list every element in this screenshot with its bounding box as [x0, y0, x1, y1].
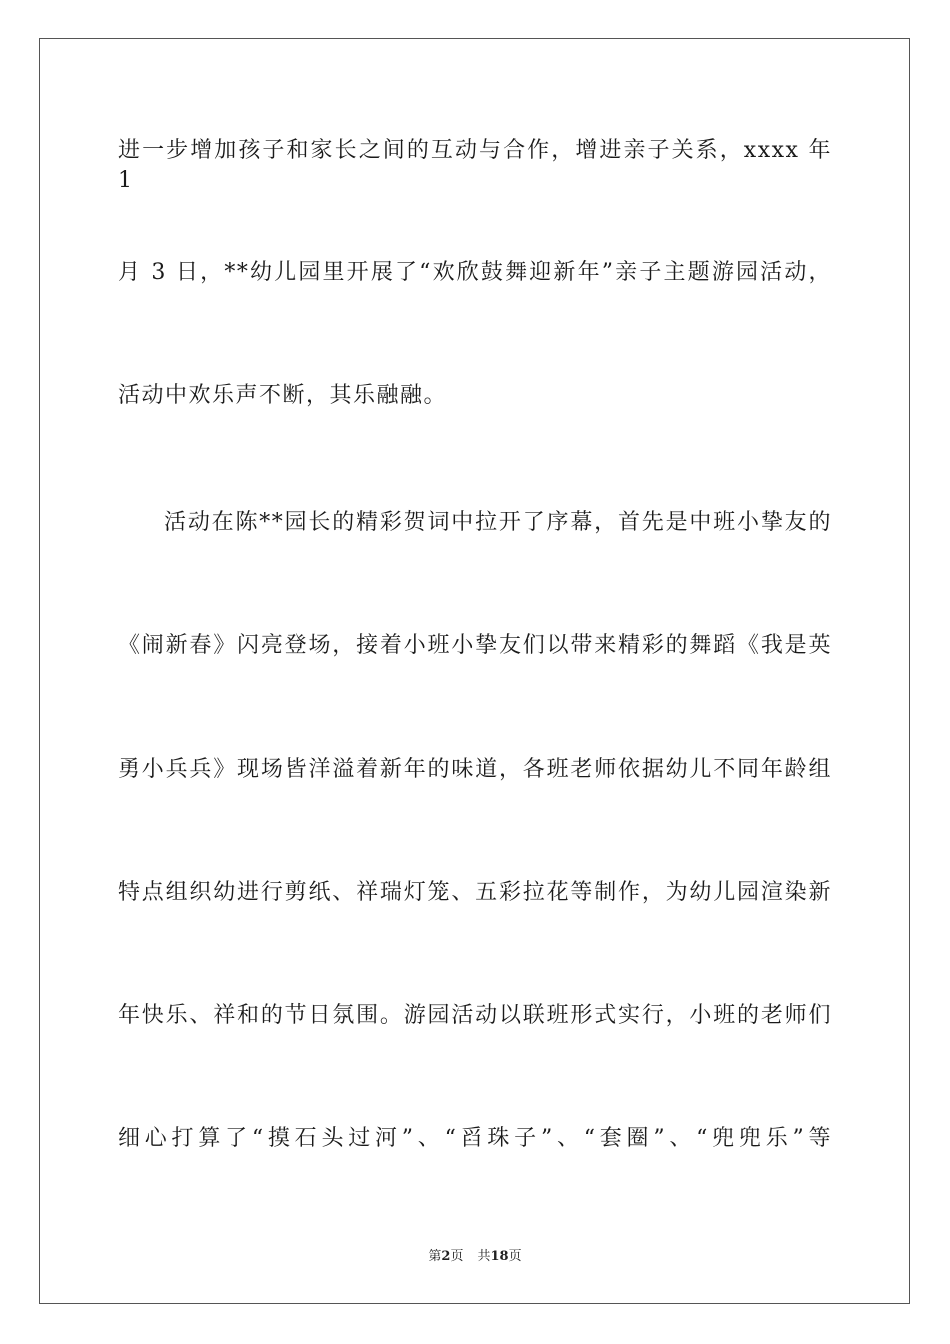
page-border: [39, 38, 910, 1304]
paragraph-line-6: 勇小兵兵》现场皆洋溢着新年的味道，各班老师依据幼儿不同年龄组: [118, 757, 832, 782]
paragraph-line-2: 月 3 日，**幼儿园里开展了“欢欣鼓舞迎新年”亲子主题游园活动，: [118, 260, 832, 285]
paragraph-line-1: 进一步增加孩子和家长之间的互动与合作，增进亲子关系，xxxx 年 1: [118, 138, 832, 193]
paragraph-line-4: 活动在陈**园长的精彩贺词中拉开了序幕，首先是中班小挚友的: [164, 510, 832, 535]
paragraph-line-7: 特点组织幼进行剪纸、祥瑞灯笼、五彩拉花等制作，为幼儿园渲染新: [118, 880, 832, 905]
paragraph-line-8: 年快乐、祥和的节日氛围。游园活动以联班形式实行，小班的老师们: [118, 1003, 832, 1028]
footer-total-suffix: 页: [508, 1249, 522, 1264]
paragraph-line-3: 活动中欢乐声不断，其乐融融。: [118, 383, 448, 408]
page-footer: [0, 1248, 950, 1266]
footer-page-suffix: 页: [450, 1249, 464, 1264]
paragraph-line-5: 《闹新春》闪亮登场，接着小班小挚友们以带来精彩的舞蹈《我是英: [118, 633, 832, 658]
footer-page-prefix: 第: [428, 1249, 442, 1264]
footer-total-pages: 18: [490, 1249, 509, 1264]
footer-page-number: 2: [441, 1249, 451, 1264]
footer-total-prefix: 共: [477, 1249, 491, 1264]
paragraph-line-9: 细心打算了“摸石头过河”、“舀珠子”、“套圈”、“兜兜乐”等: [118, 1126, 832, 1151]
